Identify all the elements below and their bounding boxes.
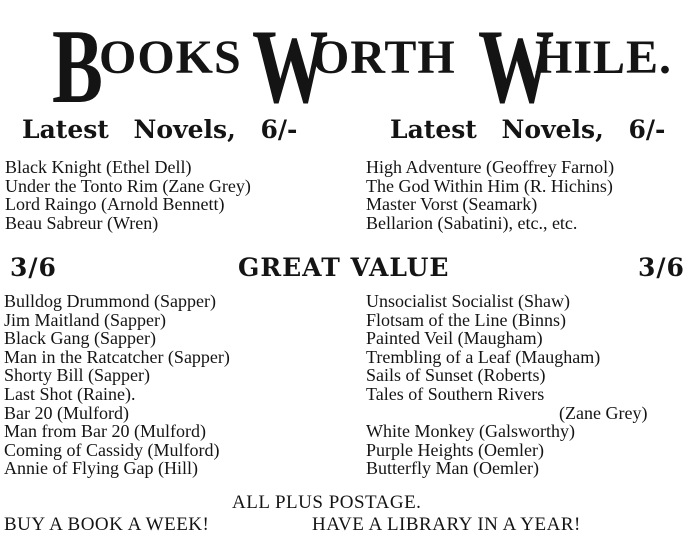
list-item: Under the Tonto Rim (Zane Grey) bbox=[5, 175, 251, 196]
price-left: 3/6 bbox=[10, 253, 57, 282]
postage-note: ALL PLUS POSTAGE. bbox=[232, 492, 422, 513]
list-item: Butterfly Man (Oemler) bbox=[366, 458, 539, 479]
list-item: Trembling of a Leaf (Maugham) bbox=[366, 346, 601, 367]
list-item: Man in the Ratcatcher (Sapper) bbox=[4, 346, 230, 367]
list-item: Last Shot (Raine). bbox=[4, 383, 136, 404]
list-item: White Monkey (Galsworthy) bbox=[366, 421, 575, 442]
masthead-initial-w1: W bbox=[252, 8, 329, 125]
list-item: Bulldog Drummond (Sapper) bbox=[4, 291, 216, 311]
price-right: 3/6 bbox=[638, 253, 685, 282]
list-item: Painted Veil (Maugham) bbox=[366, 328, 543, 349]
slogan-left: BUY A BOOK A WEEK! bbox=[4, 514, 210, 535]
great-value-list-left bbox=[4, 292, 230, 478]
list-item: Lord Raingo (Arnold Bennett) bbox=[5, 194, 225, 215]
list-item: Black Knight (Ethel Dell) bbox=[5, 157, 192, 177]
list-item: Purple Heights (Oemler) bbox=[366, 439, 544, 460]
list-item: Jim Maitland (Sapper) bbox=[4, 309, 166, 330]
masthead bbox=[0, 8, 700, 125]
list-item: Bellarion (Sabatini), etc., etc. bbox=[366, 212, 578, 233]
great-value-title: GREAT VALUE bbox=[238, 253, 450, 282]
list-item: Coming of Cassidy (Mulford) bbox=[4, 439, 220, 460]
great-value-list-right bbox=[366, 292, 647, 478]
list-item: Bar 20 (Mulford) bbox=[4, 402, 129, 423]
list-item: Shorty Bill (Sapper) bbox=[4, 365, 150, 386]
list-item: Tales of Southern Rivers bbox=[366, 383, 545, 404]
masthead-initial-b: B bbox=[52, 8, 103, 125]
masthead-word-books: OOKS bbox=[99, 31, 242, 84]
masthead-word-worth: ORTH bbox=[312, 31, 456, 84]
list-item: Annie of Flying Gap (Hill) bbox=[4, 458, 198, 479]
masthead-word-while: HILE. bbox=[535, 31, 673, 84]
list-item: Black Gang (Sapper) bbox=[4, 328, 156, 349]
list-item: Sails of Sunset (Roberts) bbox=[366, 365, 546, 386]
novels-list-left bbox=[5, 158, 251, 232]
list-item: (Zane Grey) bbox=[559, 402, 648, 423]
list-item: Beau Sabreur (Wren) bbox=[5, 212, 159, 233]
list-item: High Adventure (Geoffrey Farnol) bbox=[366, 157, 615, 177]
novels-heading-right: Latest Novels, 6/- bbox=[390, 115, 666, 144]
list-item: Master Vorst (Seamark) bbox=[366, 194, 538, 215]
novels-heading-left: Latest Novels, 6/- bbox=[22, 115, 298, 144]
list-item: Flotsam of the Line (Binns) bbox=[366, 309, 566, 330]
list-item: Man from Bar 20 (Mulford) bbox=[4, 421, 206, 442]
list-item: The God Within Him (R. Hichins) bbox=[366, 175, 613, 196]
slogan-right: HAVE A LIBRARY IN A YEAR! bbox=[312, 514, 581, 535]
list-item: Unsocialist Socialist (Shaw) bbox=[366, 291, 570, 311]
novels-list-right bbox=[366, 158, 614, 232]
masthead-initial-w2: W bbox=[478, 8, 555, 125]
